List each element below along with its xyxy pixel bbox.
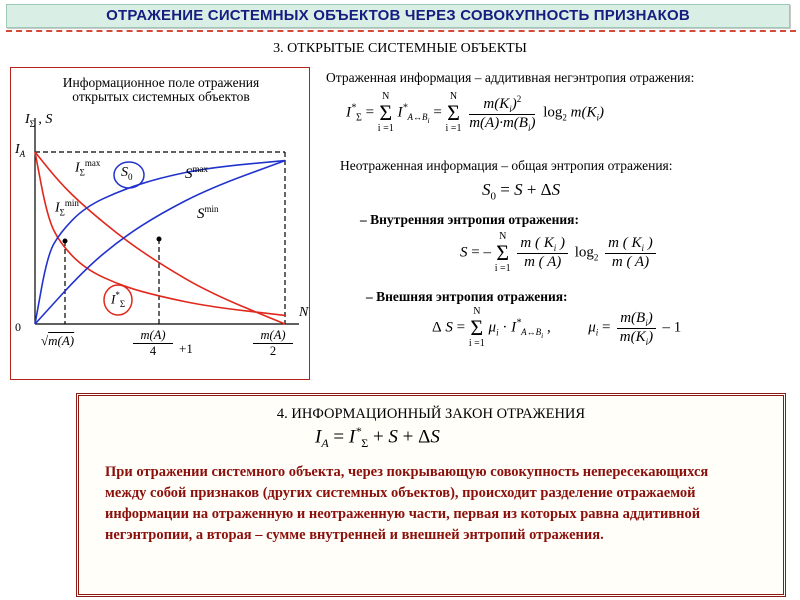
formula-external: Δ S = N Σ i =1 $\mu_i \cdot I^*_{A\leftrightarrow B_i}$ , $\mu_i$ = $\frac{m(B_i)}{m(K_i)}$ – 1 — [432, 306, 682, 349]
unreflected-heading: Неотраженная информация – общая энтропия отражения: — [340, 158, 673, 173]
title-bar — [6, 4, 790, 28]
reflected-heading: Отраженная информация – аддитивная негэнтропия отражения: — [326, 70, 695, 85]
page-title: ОТРАЖЕНИЕ СИСТЕМНЫХ ОБЪЕКТОВ ЧЕРЕЗ СОВОКУПНОСТЬ ПРИЗНАКОВ — [106, 7, 690, 24]
law-box — [76, 393, 786, 597]
dashed-divider — [6, 30, 796, 32]
law-title: 4. ИНФОРМАЦИОННЫЙ ЗАКОН ОТРАЖЕНИЯ — [276, 406, 586, 422]
x-tick-sqrt-ma: √m(A) — [41, 333, 75, 348]
label-i-sigma-min: $I_\Sigma^{min}$ — [55, 198, 79, 218]
external-heading: – Внешняя энтропия отражения: — [366, 289, 568, 304]
law-text: При отражении системного объекта, через покрывающую совокупность непересекающихся между собой признаков (других системных объектов), происходит разделение отражаемой информации на отраженную и неотраженную части, первая из которых равна аддитивной негэнтропии, а вторая – сумме внутренней и внешней энтропий отражения. — [105, 464, 709, 543]
label-s-max: $S^{max}$ — [185, 164, 208, 182]
formula-internal: S = – N Σ i =1 $\frac{m ( K_i )}{m ( A)}$ $\log_2$ $\frac{m ( K_i )}{m ( A)}$ — [460, 232, 659, 274]
series-line-1 — [35, 152, 285, 315]
plot-title-line2: открытых системных объектов — [72, 89, 250, 104]
section-3-title: 3. ОТКРЫТЫЕ СИСТЕМНЫЕ ОБЪЕКТЫ — [273, 41, 527, 56]
x-axis-label: N — [299, 305, 309, 320]
label-s0: $S_0$ — [121, 165, 133, 182]
x-tick-ma4-num: m(A) — [133, 328, 173, 344]
intersection-dot-1 — [63, 239, 68, 244]
y-axis-label: $I_\Sigma$ , S — [25, 112, 53, 129]
intersection-dot-2 — [157, 237, 162, 242]
x-tick-ma2-den: 2 — [269, 344, 277, 358]
label-i-sigma-max: $I_\Sigma^{max}$ — [75, 158, 101, 178]
x-tick-plus1: +1 — [179, 341, 193, 356]
series-line-2 — [35, 161, 285, 324]
plot-panel — [10, 67, 310, 380]
label-s-min: $S^{min}$ — [197, 204, 219, 222]
plot-title-line1: Информационное поле отражения — [62, 75, 260, 90]
y-tick-ia: $I_A$ — [15, 142, 26, 159]
series-line-3 — [35, 161, 285, 324]
x-tick-ma4 — [133, 328, 173, 359]
origin-label: 0 — [15, 320, 21, 334]
formula-reflected: $I^*_\Sigma = N$ Σ i =1 $I^*_{A\leftrightarrow B_i} = N$ Σ i =1 $\frac{m(K_i)^2}{m(A)\cdot m(B_i)}$ $\log_2 m(K_i)$ — [346, 91, 604, 134]
x-tick-ma2 — [253, 328, 293, 359]
internal-heading: – Внутренняя энтропия отражения: — [360, 212, 579, 227]
law-formula: $I_A = I^*_\Sigma + S + \Delta S$ — [315, 424, 440, 451]
x-tick-ma4-den: 4 — [149, 344, 157, 358]
x-tick-ma2-num: m(A) — [253, 328, 293, 344]
formula-s0: $S_0 = S + \Delta S$ — [482, 180, 561, 203]
label-i-sigma-star: $I^*_\Sigma$ — [111, 290, 126, 309]
